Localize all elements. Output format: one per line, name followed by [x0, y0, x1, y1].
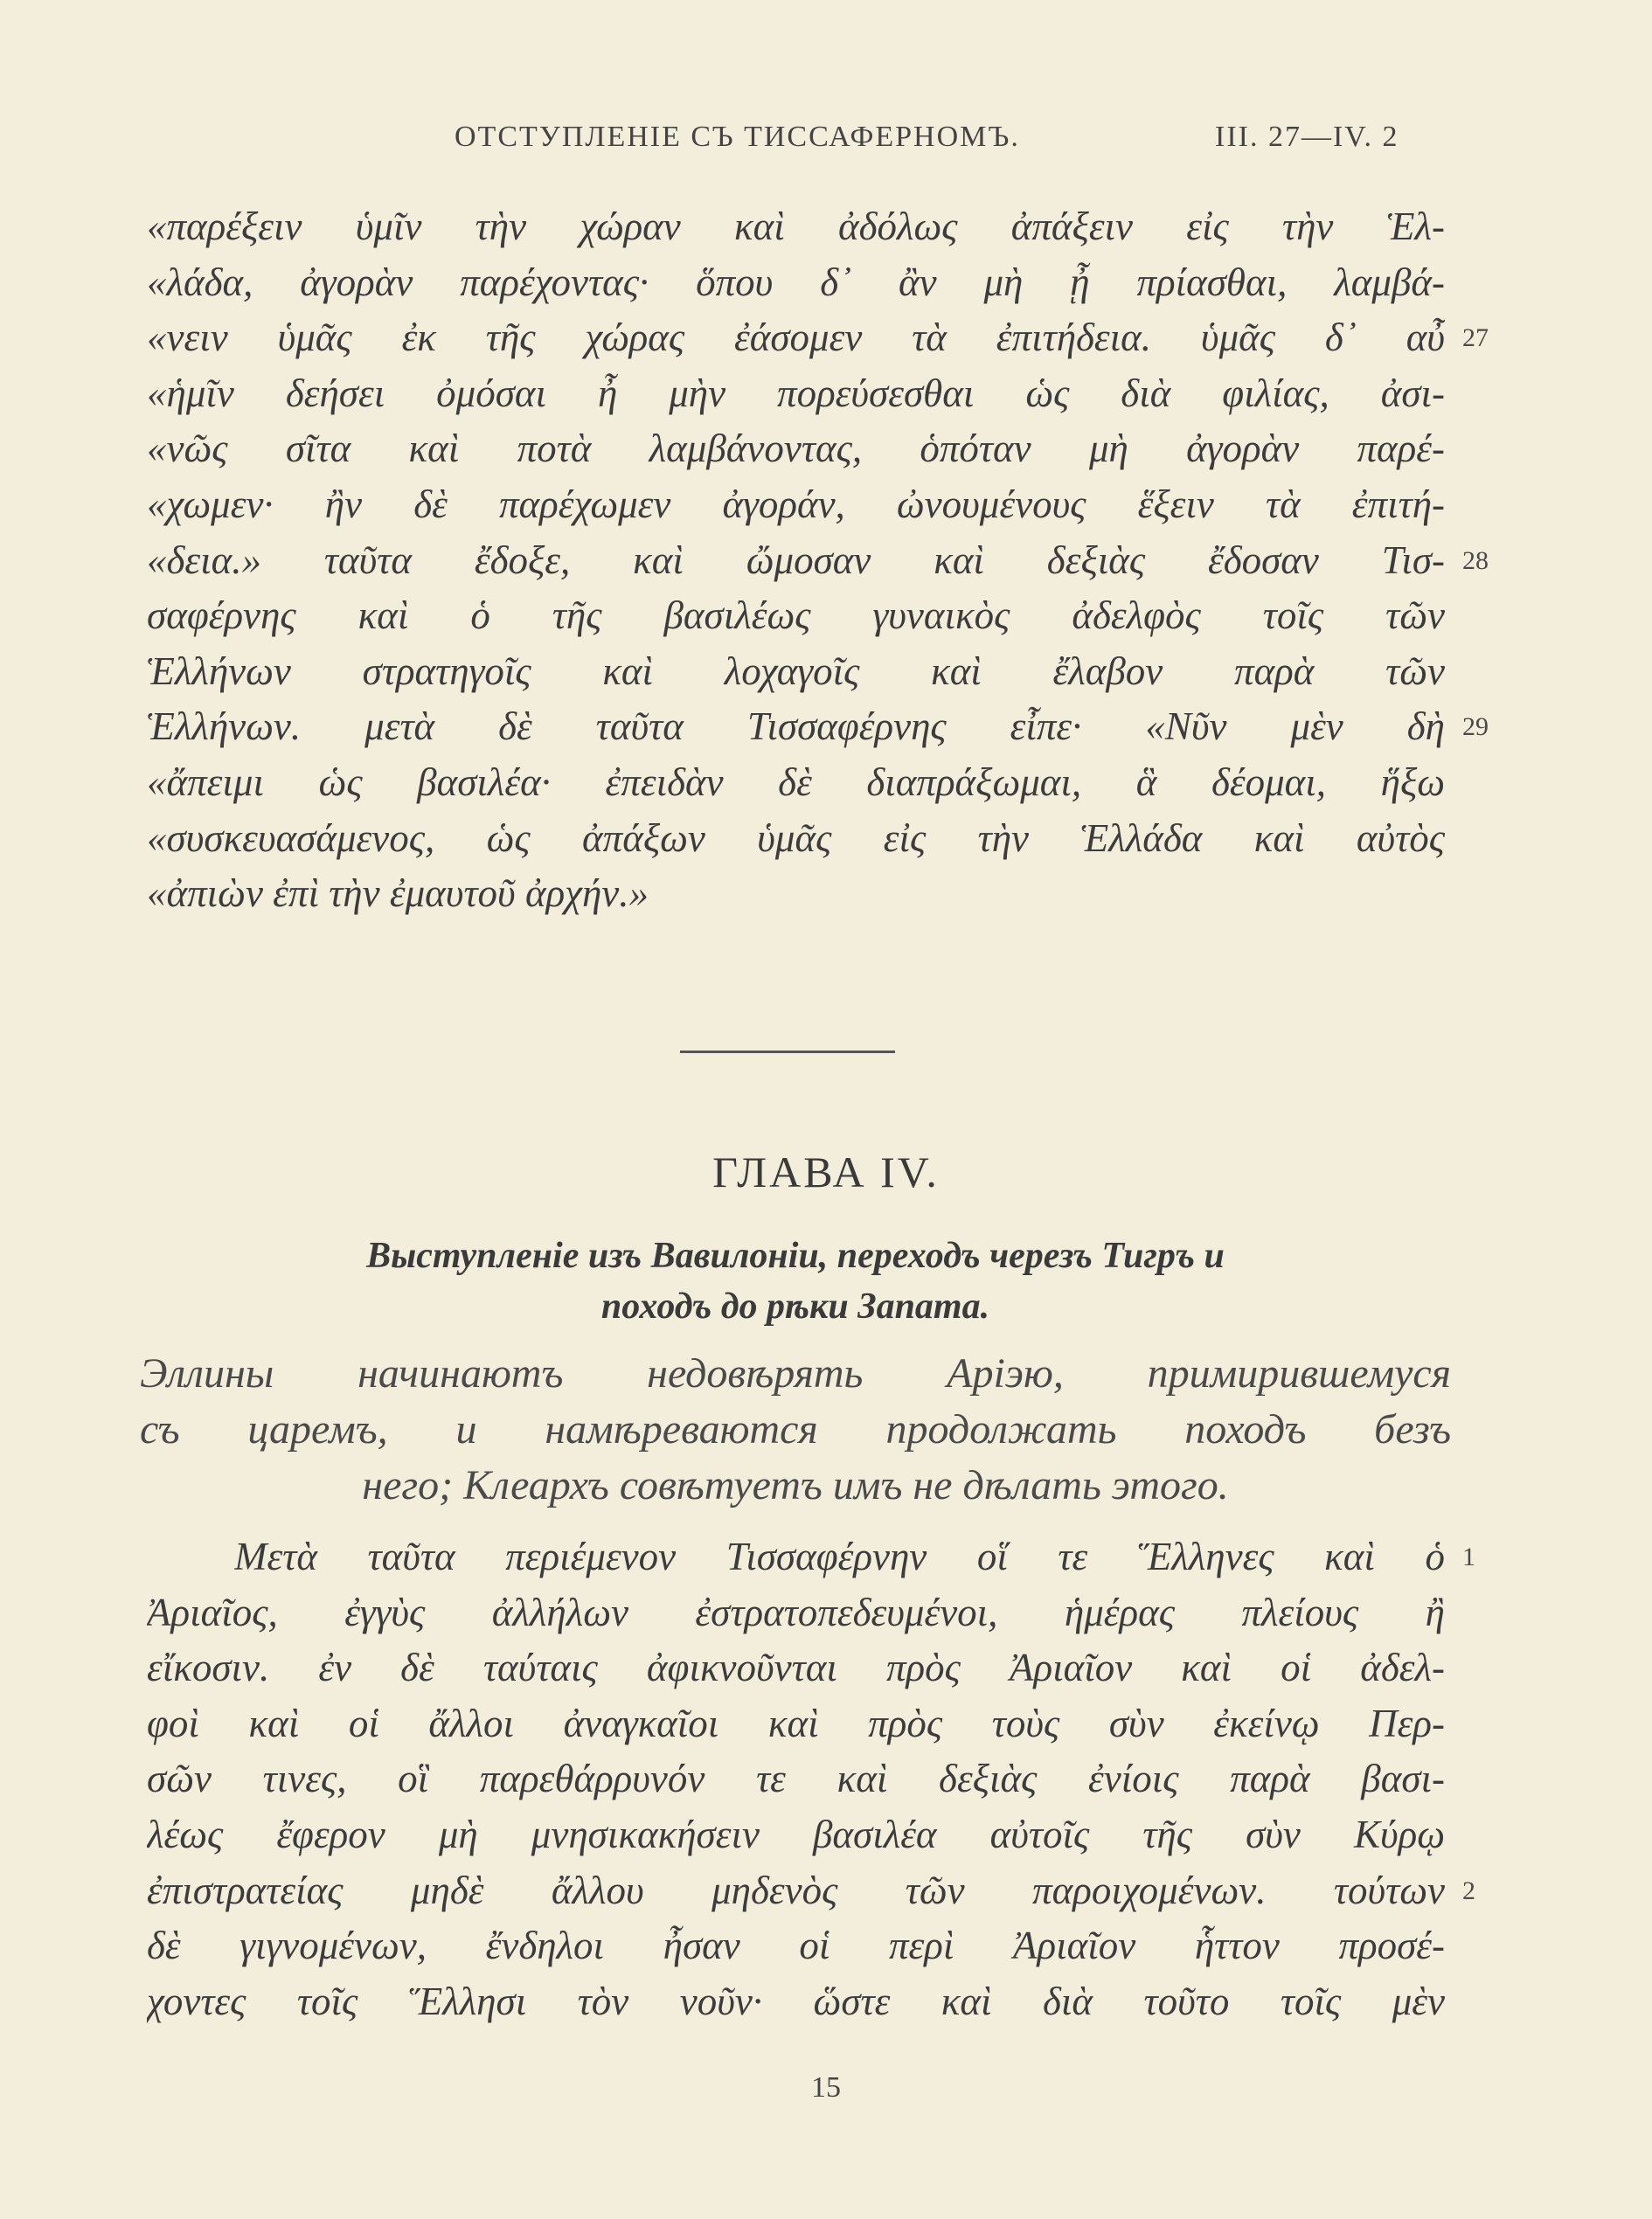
text-line-content: χοντες τοῖς Ἕλλησι τὸν νοῦν· ὥστε καὶ διὰ τοῦτο τοῖς μὲν	[147, 1979, 1445, 2023]
text-line	[147, 366, 1445, 422]
section-divider	[680, 1051, 895, 1053]
text-line	[147, 199, 1445, 255]
chapter-summary-line: него; Клеархъ совѣтуетъ имъ не дѣлать этого.	[362, 1462, 1229, 1508]
text-line-content: «συσκευασάμενος, ὡς ἀπάξων ὑμᾶς εἰς τὴν Ἑλλάδα καὶ αὐτὸς	[147, 815, 1445, 860]
margin-section-number: 2	[1462, 1876, 1475, 1905]
text-line-content: «νῶς σῖτα καὶ ποτὰ λαμβάνοντας, ὁπόταν μὴ ἀγορὰν παρέ-	[147, 426, 1445, 471]
text-line	[147, 477, 1445, 533]
greek-text-top	[147, 199, 1489, 922]
chapter-subtitle	[140, 1231, 1451, 1332]
text-line-content: Ἀριαῖος, ἐγγὺς ἀλλήλων ἐστρατοπεδευμένοι, ἡμέρας πλείους ἢ	[147, 1590, 1445, 1634]
chapter-summary-line: съ царемъ, и намѣреваются продолжать походъ безъ	[140, 1406, 1451, 1453]
text-line-content: σῶν τινες, οἳ παρεθάρρυνόν τε καὶ δεξιὰς ἐνίοις παρὰ βασι-	[147, 1757, 1445, 1801]
text-line	[147, 1863, 1475, 1919]
margin-section-number: 1	[1462, 1543, 1475, 1571]
chapter-subtitle-line: Выступленіе изъ Вавилоніи, переходъ черезъ Тигръ и	[366, 1236, 1225, 1276]
text-line	[147, 811, 1445, 867]
text-line	[147, 588, 1445, 644]
text-line	[147, 1974, 1445, 2030]
text-line-content: Ἑλλήνων στρατηγοῖς καὶ λοχαγοῖς καὶ ἔλαβον παρὰ τῶν	[147, 648, 1445, 693]
text-line-content: σαφέρνης καὶ ὁ τῆς βασιλέως γυναικὸς ἀδελφὸς τοῖς τῶν	[147, 593, 1445, 638]
text-line-content: «δεια.» ταῦτα ἔδοξε, καὶ ὤμοσαν καὶ δεξιὰς ἔδοσαν Τισ-	[147, 537, 1445, 582]
text-line-content: «νειν ὑμᾶς ἐκ τῆς χώρας ἐάσομεν τὰ ἐπιτήδεια. ὑμᾶς δ᾽ αὖ	[147, 316, 1445, 360]
text-line-content: φοὶ καὶ οἱ ἄλλοι ἀναγκαῖοι καὶ πρὸς τοὺς σὺν ἐκείνῳ Περ-	[147, 1701, 1445, 1745]
text-line-content: «λάδα, ἀγορὰν παρέχοντας· ὅπου δ᾽ ἂν μὴ ᾖ πρίασθαι, λαμβά-	[147, 260, 1445, 304]
running-head-title: ОТСТУПЛЕНІЕ СЪ ТИССАФЕРНОМЪ.	[455, 121, 1020, 153]
chapter-subtitle-line: походъ до рѣки Запата.	[600, 1286, 990, 1327]
text-line-content: «παρέξειν ὑμῖν τὴν χώραν καὶ ἀδόλως ἀπάξειν εἰς τὴν Ἑλ-	[147, 205, 1445, 248]
running-head	[0, 121, 1652, 164]
text-line-content: εἴκοσιν. ἐν δὲ ταύταις ἀφικνοῦνται πρὸς Ἀριαῖον καὶ οἱ ἀδελ-	[147, 1646, 1445, 1690]
text-line	[147, 421, 1445, 477]
text-line	[147, 1807, 1445, 1863]
text-line-content: «ἡμῖν δεήσει ὀμόσαι ἦ μὴν πορεύσεσθαι ὡς διὰ φιλίας, ἀσι-	[147, 371, 1445, 415]
text-line	[147, 1585, 1445, 1641]
text-line	[147, 1529, 1475, 1585]
margin-section-number: 27	[1462, 323, 1489, 353]
text-line	[147, 533, 1489, 589]
text-line	[147, 1751, 1445, 1807]
text-line-content: «ἀπιὼν ἐπὶ τὴν ἐμαυτοῦ ἀρχήν.»	[147, 871, 649, 916]
text-line	[147, 255, 1445, 311]
text-line	[147, 1918, 1445, 1974]
margin-section-number: 28	[1462, 545, 1489, 575]
text-line	[147, 699, 1489, 755]
text-line-content: δὲ γιγνομένων, ἔνδηλοι ἦσαν οἱ περὶ Ἀριαῖον ἧττον προσέ-	[147, 1924, 1445, 1968]
text-line	[147, 310, 1489, 366]
text-line	[147, 1640, 1445, 1696]
text-line-content: λέως ἔφερον μὴ μνησικακήσειν βασιλέα αὐτοῖς τῆς σὺν Κύρῳ	[147, 1812, 1445, 1856]
text-line-content: «ἄπειμι ὡς βασιλέα· ἐπειδὰν δὲ διαπράξωμαι, ἃ δέομαι, ἥξω	[147, 759, 1445, 804]
text-line	[147, 1696, 1445, 1752]
greek-text-bottom	[147, 1529, 1475, 2029]
text-line-content: ἐπιστρατείας μηδὲ ἄλλου μηδενὸς τῶν παροιχομένων. τούτων	[147, 1868, 1445, 1912]
text-line-content: Μετὰ ταῦτα περιέμενον Τισσαφέρνην οἵ τε Ἕλληνες καὶ ὁ	[234, 1535, 1445, 1578]
chapter-summary-line: Эллины начинаютъ недовѣрять Аріэю, примирившемуся	[140, 1350, 1451, 1397]
chapter-title: ГЛАВА IV.	[712, 1148, 940, 1196]
text-line	[147, 755, 1445, 811]
text-line-content: «χωμεν· ἢν δὲ παρέχωμεν ἀγοράν, ὠνουμένους ἕξειν τὰ ἐπιτή-	[147, 482, 1445, 526]
running-head-reference: III. 27—IV. 2	[1215, 121, 1399, 153]
margin-section-number: 29	[1462, 712, 1489, 742]
page-number: 15	[811, 2071, 841, 2104]
chapter-summary	[140, 1346, 1451, 1514]
text-line	[147, 644, 1445, 700]
text-line-content: Ἑλλήνων. μετὰ δὲ ταῦτα Τισσαφέρνης εἶπε· «Νῦν μὲν δὴ	[147, 704, 1445, 749]
text-line	[147, 866, 1445, 922]
